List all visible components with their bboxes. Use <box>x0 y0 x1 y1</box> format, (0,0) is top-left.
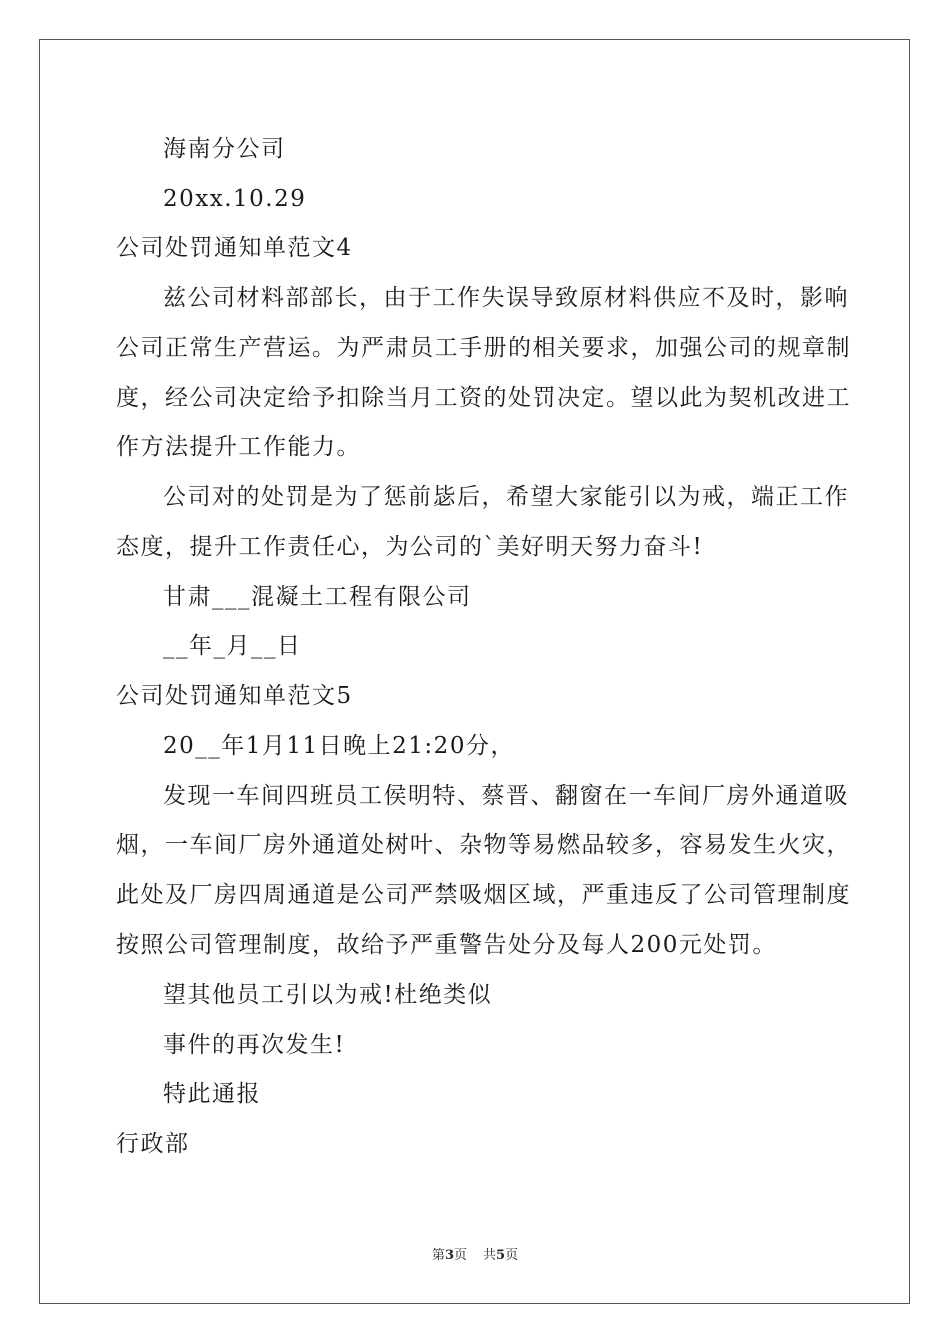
text-line: 事件的再次发生! <box>163 1032 346 1058</box>
text-line: 特此通报 <box>163 1081 261 1107</box>
section-heading: 公司处罚通知单范文5 <box>116 683 353 709</box>
page-total-value: 5 <box>496 1248 506 1263</box>
text-line: 甘肃___混凝土工程有限公司 <box>163 584 472 610</box>
text-line: __年_月__日 <box>163 633 302 659</box>
text-line: 度，经公司决定给予扣除当月工资的处罚决定。望以此为契机改进工 <box>116 385 851 411</box>
text-line: 按照公司管理制度，故给予严重警告处分及每人200元处罚。 <box>116 932 777 958</box>
text-line: 望其他员工引以为戒!杜绝类似 <box>163 982 493 1008</box>
section-heading: 公司处罚通知单范文4 <box>116 235 353 261</box>
text-line: 烟，一车间厂房外通道处树叶、杂物等易燃品较多，容易发生火灾， <box>116 832 851 858</box>
text-line: 20__年1月11日晚上21:20分， <box>163 733 515 759</box>
page-footer <box>0 1247 950 1265</box>
text-line: 作方法提升工作能力。 <box>116 434 361 460</box>
page-number-prefix: 第 <box>431 1248 445 1263</box>
text-line: 海南分公司 <box>163 136 286 162</box>
text-line: 公司对的处罚是为了惩前毖后，希望大家能引以为戒，端正工作 <box>163 484 849 510</box>
page-number-suffix: 页 <box>453 1248 467 1263</box>
text-line: 兹公司材料部部长，由于工作失误导致原材料供应不及时，影响 <box>163 285 849 311</box>
page-number-current: 3 <box>444 1248 454 1263</box>
page-border <box>39 39 910 1304</box>
text-line: 20xx.10.29 <box>163 186 307 212</box>
page-total-suffix: 页 <box>505 1248 519 1263</box>
text-line: 公司正常生产营运。为严肃员工手册的相关要求，加强公司的规章制 <box>116 335 851 361</box>
text-line: 发现一车间四班员工侯明特、蔡晋、翻窗在一车间厂房外通道吸 <box>163 783 849 809</box>
text-line: 态度，提升工作责任心，为公司的`美好明天努力奋斗! <box>116 534 704 560</box>
text-line: 行政部 <box>116 1131 190 1157</box>
page-total-prefix: 共 <box>483 1248 497 1263</box>
text-line: 此处及厂房四周通道是公司严禁吸烟区域，严重违反了公司管理制度 <box>116 882 851 908</box>
